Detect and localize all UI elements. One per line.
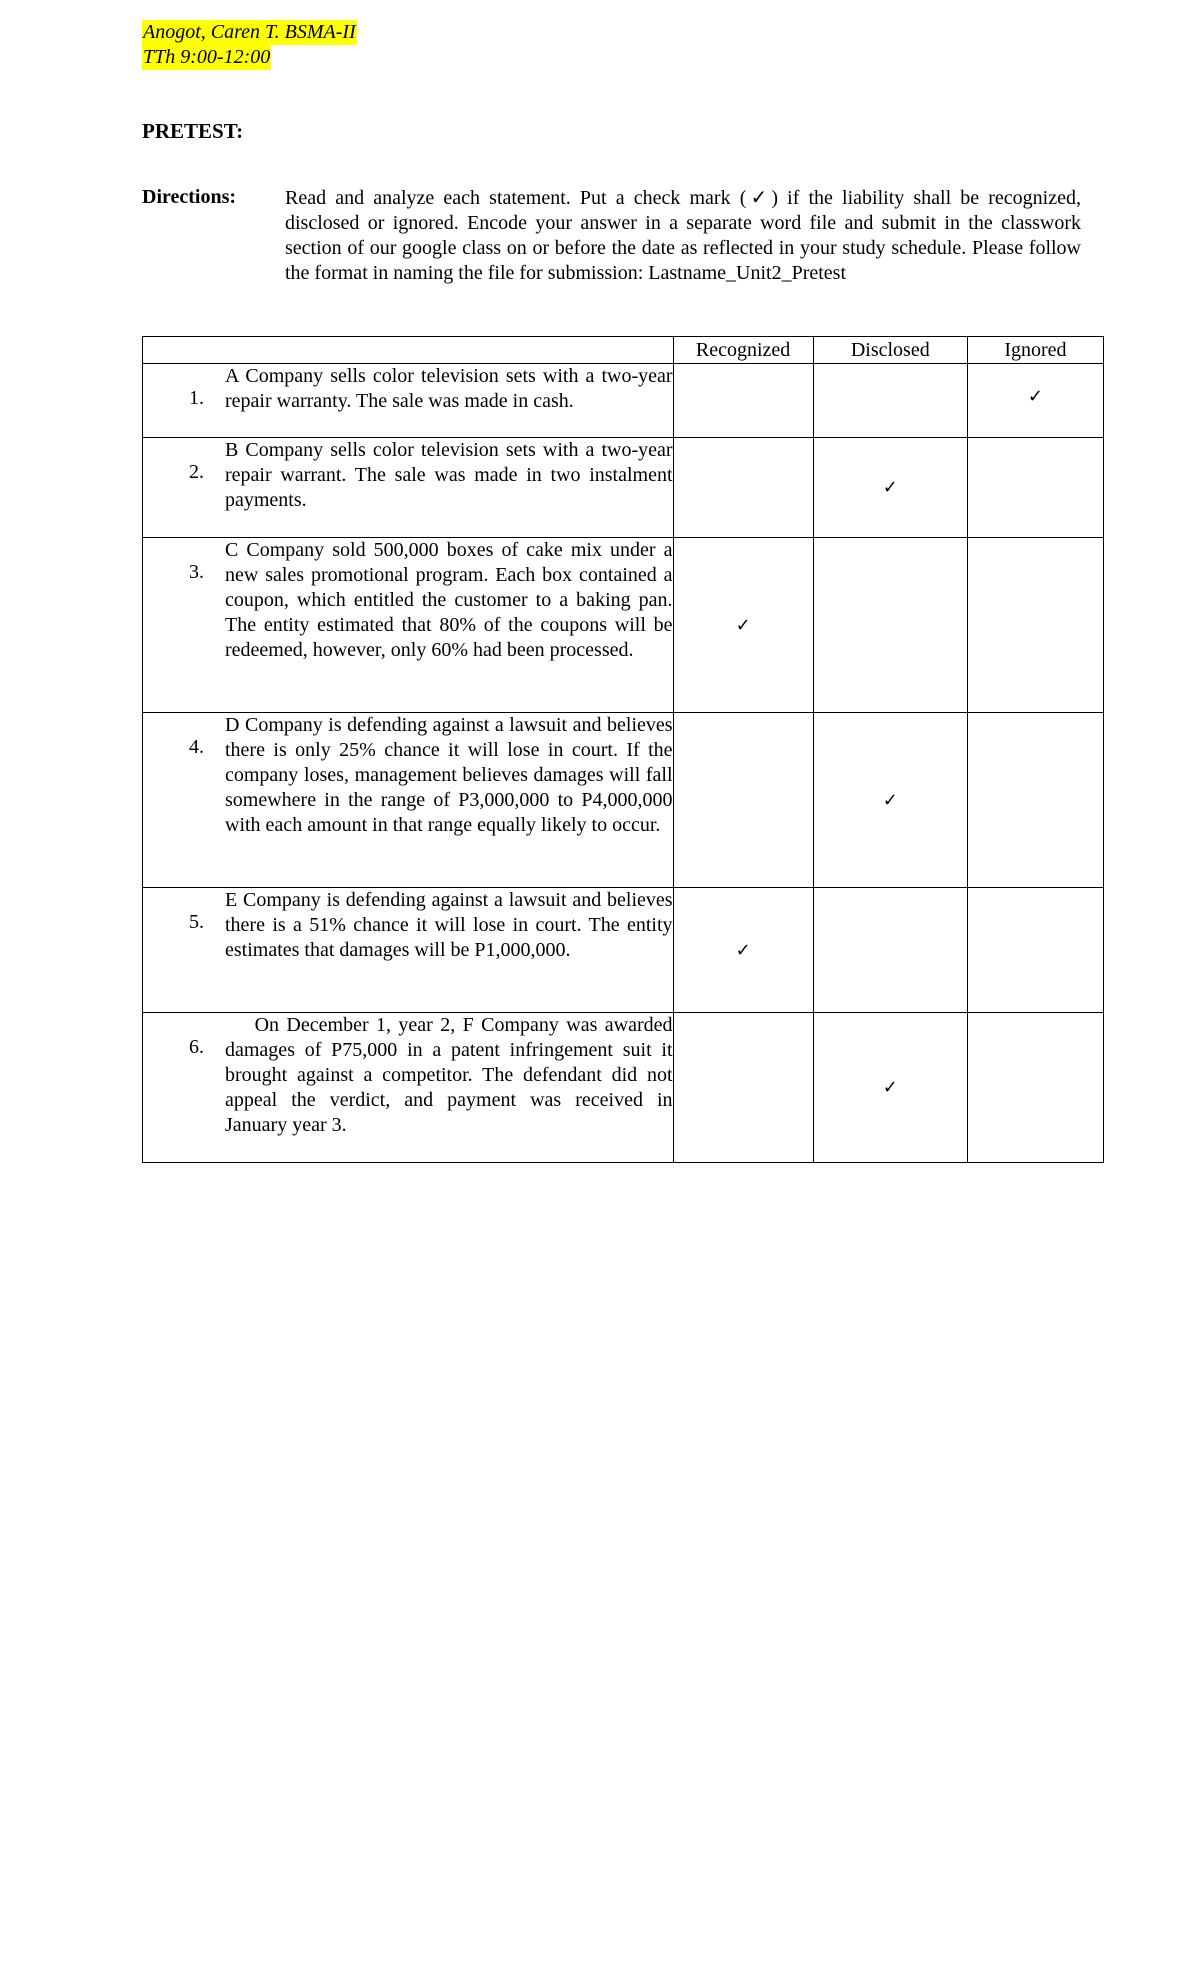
- statement-text: E Company is defending against a lawsuit and believes there is a 51% chance it will lose in court. The entity estimates that damages will be P1,000,000.: [225, 889, 673, 961]
- table-header-row: [143, 337, 1104, 364]
- table-row: [143, 713, 1104, 888]
- ignored-cell[interactable]: [967, 1013, 1103, 1163]
- disclosed-cell[interactable]: [813, 888, 967, 1013]
- student-header: [142, 20, 357, 70]
- statement-number: 4.: [189, 736, 204, 758]
- recognized-cell[interactable]: [673, 438, 813, 538]
- directions-label: Directions:: [142, 186, 237, 208]
- recognized-cell[interactable]: [673, 364, 813, 438]
- statement-cell: [143, 1013, 678, 1163]
- disclosed-cell[interactable]: ✓: [813, 713, 967, 888]
- statement-number: 6.: [189, 1036, 204, 1058]
- statement-cell: [143, 888, 674, 1013]
- ignored-cell[interactable]: [967, 538, 1103, 713]
- recognized-cell[interactable]: [673, 713, 813, 888]
- disclosed-cell[interactable]: ✓: [813, 438, 967, 538]
- ignored-cell[interactable]: [967, 438, 1103, 538]
- page-title: PRETEST:: [142, 119, 244, 143]
- statement-number: 1.: [189, 387, 204, 409]
- questions-table: [142, 336, 1104, 1163]
- disclosed-cell[interactable]: [813, 364, 967, 438]
- header-disclosed: Disclosed: [813, 337, 967, 364]
- ignored-cell[interactable]: [967, 888, 1103, 1013]
- ignored-cell[interactable]: ✓: [967, 364, 1103, 438]
- schedule-line: TTh 9:00-12:00: [143, 46, 271, 68]
- statement-cell: [143, 438, 674, 538]
- statement-text: B Company sells color television sets with a two-year repair warrant. The sale was made in two instalment payments.: [225, 439, 673, 511]
- recognized-cell[interactable]: ✓: [673, 538, 813, 713]
- student-name-line: Anogot, Caren T. BSMA-II: [143, 21, 356, 43]
- statement-cell: [143, 538, 674, 713]
- table-row: [143, 438, 1104, 538]
- statement-text: D Company is defending against a lawsuit and believes there is only 25% chance it will lose in court. If the company loses, management believes damages will fall somewhere in the range of P3,000,000 to P4,000,000 with each amount in that range equally likely to occur.: [225, 714, 673, 836]
- table-row: [143, 538, 1104, 713]
- table-row: [143, 888, 1104, 1013]
- recognized-cell[interactable]: ✓: [673, 888, 813, 1013]
- statement-text: On December 1, year 2, F Company was awarded damages of P75,000 in a patent infringement suit it brought against a competitor. The defendant did not appeal the verdict, and payment was received in January year 3.: [225, 1014, 678, 1136]
- statement-cell: [143, 364, 674, 438]
- statement-cell: [143, 713, 674, 888]
- header-ignored: Ignored: [967, 337, 1103, 364]
- table-row: [143, 364, 1104, 438]
- statement-number: 5.: [189, 911, 204, 933]
- statement-number: 3.: [189, 561, 204, 583]
- statement-text: C Company sold 500,000 boxes of cake mix under a new sales promotional program. Each box contained a coupon, which entitled the customer to a baking pan. The entity estimated that 80% of the coupons will be redeemed, however, only 60% had been processed.: [225, 539, 673, 661]
- header-recognized: Recognized: [673, 337, 813, 364]
- header-statement: [143, 337, 674, 364]
- disclosed-cell[interactable]: [813, 538, 967, 713]
- directions-text: Read and analyze each statement. Put a check mark (✓) if the liability shall be recognized, disclosed or ignored. Encode your answer in a separate word file and submit in the classwork section of our google class on or before the date as reflected in your study schedule. Please follow the format in naming the file for submission: Lastname_Unit2_Pretest: [285, 187, 1081, 284]
- table-row: [143, 1013, 1104, 1163]
- statement-text: A Company sells color television sets with a two-year repair warranty. The sale was made in cash.: [225, 365, 673, 412]
- ignored-cell[interactable]: [967, 713, 1103, 888]
- statement-number: 2.: [189, 461, 204, 483]
- disclosed-cell[interactable]: ✓: [813, 1013, 967, 1163]
- recognized-cell[interactable]: [673, 1013, 813, 1163]
